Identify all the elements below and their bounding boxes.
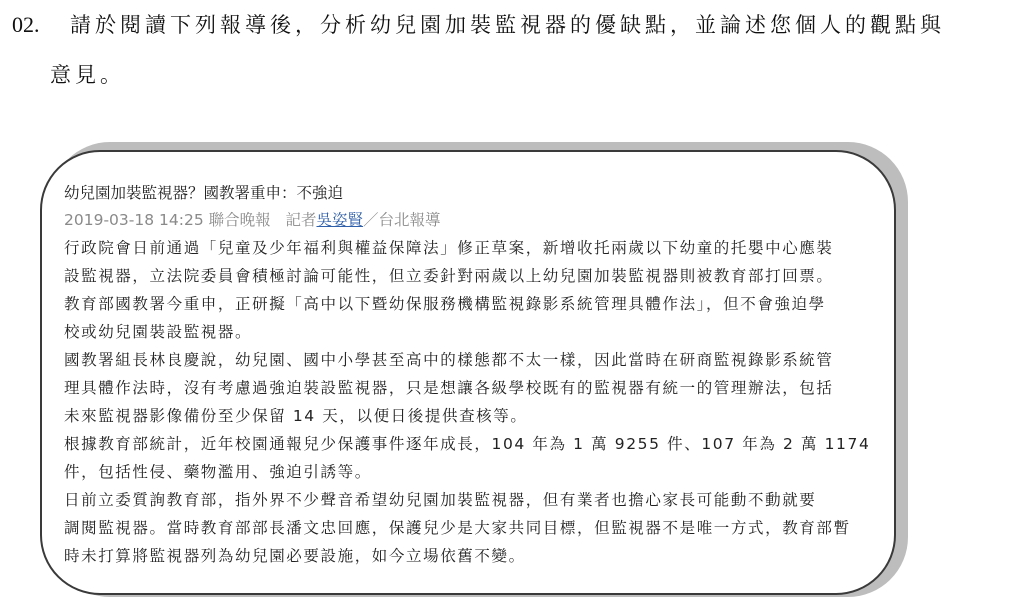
article-card [40,150,896,595]
paragraph-line: 理具體作法時，沒有考慮過強迫裝設監視器，只是想讓各級學校既有的監視器有統一的管理辦法，包括 [64,379,834,397]
question-text-line-2: 意見。 [50,63,125,87]
article-paragraph-3 [64,430,876,486]
paragraph-line: 日前立委質詢教育部，指外界不少聲音希望幼兒園加裝監視器，但有業者也擔心家長可能動不動就要 [64,491,817,509]
question-text-line-1: 請於閱讀下列報導後，分析幼兒園加裝監視器的優缺點，並論述您個人的觀點與 [70,13,945,37]
question-line-1 [12,10,1002,40]
paragraph-line: 設監視器，立法院委員會積極討論可能性，但立委針對兩歲以上幼兒園加裝監視器則被教育部打回票。 [64,267,834,285]
article-title: 幼兒園加裝監視器？國教署重申：不強迫 [64,184,344,202]
paragraph-line: 教育部國教署今重申，正研擬「高中以下暨幼保服務機構監視錄影系統管理具體作法」，但不會強迫學 [64,295,826,313]
question-block [12,10,1002,90]
article-source: 聯合晚報 [208,211,271,229]
byline-suffix: ／台北報導 [362,211,441,229]
paragraph-line: 根據教育部統計，近年校園通報兒少保護事件逐年成長，104 年為 1 萬 9255 件、107 年為 2 萬 1174 [64,435,871,453]
article-byline [64,207,876,234]
paragraph-line: 國教署組長林良慶說，幼兒園、國中小學甚至高中的樣態都不太一樣，因此當時在研商監視錄影系統管 [64,351,834,369]
paragraph-line: 行政院會日前通過「兒童及少年福利與權益保障法」修正草案，新增收托兩歲以下幼童的托嬰中心應裝 [64,239,834,257]
article-datetime: 2019-03-18 14:25 [64,211,204,229]
paragraph-line: 校或幼兒園裝設監視器。 [64,323,253,341]
article-paragraph-1 [64,234,876,346]
article-paragraph-2 [64,346,876,430]
paragraph-line: 件，包括性侵、藥物濫用、強迫引誘等。 [64,463,372,481]
paragraph-line: 調閱監視器。當時教育部部長潘文忠回應，保護兒少是大家共同目標，但監視器不是唯一方式，教育部暫 [64,519,851,537]
article-paragraph-4 [64,486,876,570]
paragraph-line: 時未打算將監視器列為幼兒園必要設施，如今立場依舊不變。 [64,547,526,565]
question-number: 02. [12,12,40,37]
paragraph-line: 未來監視器影像備份至少保留 14 天，以便日後提供查核等。 [64,407,528,425]
reporter-prefix: 記者 [285,211,317,229]
news-article [64,180,876,570]
reporter-name-link[interactable]: 吳姿賢 [316,211,363,229]
